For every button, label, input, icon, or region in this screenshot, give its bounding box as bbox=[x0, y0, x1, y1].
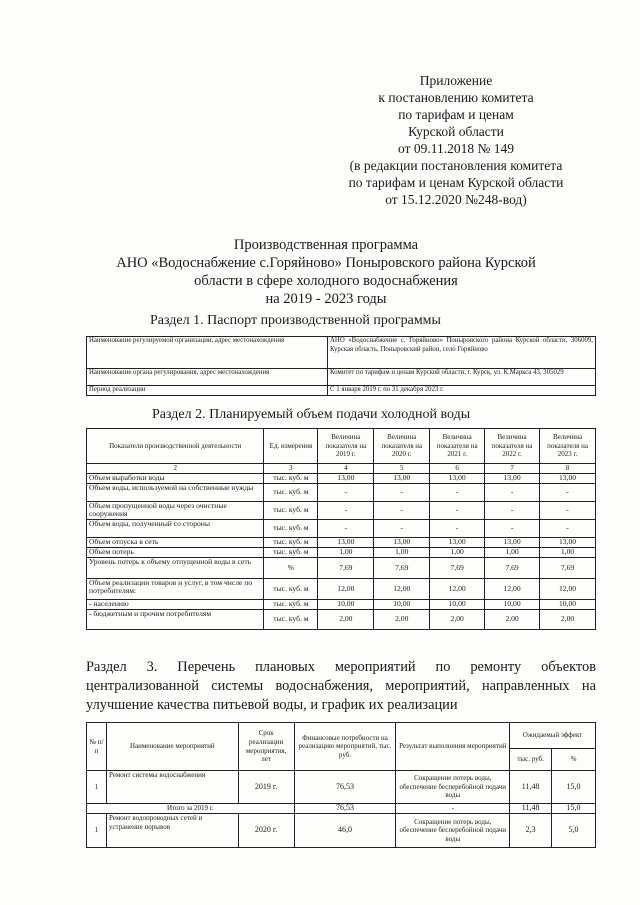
column-header-term: Срок реализации мероприятия, лет bbox=[238, 723, 294, 771]
column-header-effect: Ожидаемый эффект bbox=[510, 723, 596, 749]
appendix-line: Курской области bbox=[408, 124, 504, 139]
total-label: Итого за 2019 г. bbox=[87, 804, 295, 814]
value-cell: 1,00 bbox=[318, 548, 374, 558]
appendix-line: от 09.11.2018 № 149 bbox=[398, 141, 514, 156]
table-row bbox=[87, 558, 596, 579]
passport-value: С 1 января 2019 г. по 31 декабря 2023 г. bbox=[328, 386, 596, 396]
indicator-name: Объем выработки воды bbox=[87, 474, 264, 484]
value-cell: - bbox=[374, 502, 430, 520]
column-number: 6 bbox=[430, 464, 485, 474]
table-row bbox=[87, 484, 596, 502]
indicator-name: Объем пропущенной воды через очистные сооружения bbox=[87, 502, 264, 520]
value-cell: 13,00 bbox=[485, 474, 540, 484]
value-cell: - bbox=[485, 520, 540, 538]
program-title-line: на 2019 - 2023 годы bbox=[265, 291, 387, 307]
column-header: Величина показателя на 2021 г. bbox=[430, 429, 485, 464]
value-cell: 13,00 bbox=[485, 538, 540, 548]
indicator-unit: тыс. куб. м bbox=[264, 548, 318, 558]
column-header-finance: Финансовые потребности на реализацию мероприятий, тыс. руб. bbox=[294, 723, 396, 771]
appendix-line: от 15.12.2020 №248-вод) bbox=[385, 192, 527, 207]
value-cell: 2,00 bbox=[374, 610, 430, 630]
column-header: Показатели производственной деятельности bbox=[87, 429, 264, 464]
event-effect-rub: 11,48 bbox=[510, 771, 552, 804]
table-row bbox=[87, 579, 596, 600]
indicator-name: Объем реализации товаров и услуг, в том числе по потребителям: bbox=[87, 579, 264, 600]
value-cell: 10,00 bbox=[430, 600, 485, 610]
value-cell: 13,00 bbox=[430, 474, 485, 484]
column-number: 5 bbox=[374, 464, 430, 474]
program-title bbox=[90, 236, 562, 308]
appendix-line: Приложение bbox=[419, 73, 493, 88]
table-row bbox=[87, 502, 596, 520]
indicator-name: Объем потерь bbox=[87, 548, 264, 558]
value-cell: - bbox=[485, 502, 540, 520]
event-name: Ремонт водопроводных сетей и устранение порывов bbox=[106, 814, 238, 848]
value-cell: 13,00 bbox=[540, 474, 596, 484]
value-cell: 1,00 bbox=[374, 548, 430, 558]
event-finance: 76,53 bbox=[294, 771, 396, 804]
table-header-row bbox=[87, 429, 596, 464]
table-row bbox=[87, 474, 596, 484]
indicator-name: Уровень потерь к объему отпущенной воды в сеть bbox=[87, 558, 264, 579]
event-term: 2020 г. bbox=[238, 814, 294, 848]
value-cell: 12,00 bbox=[430, 579, 485, 600]
column-number: 3 bbox=[264, 464, 318, 474]
value-cell: - bbox=[540, 520, 596, 538]
event-result: Сокращение потерь воды, обеспечение бесперебойной подачи воды bbox=[396, 814, 510, 848]
appendix-line: по тарифам и ценам Курской области bbox=[348, 175, 564, 190]
value-cell: 10,00 bbox=[318, 600, 374, 610]
value-cell: 12,00 bbox=[318, 579, 374, 600]
table-row-total bbox=[87, 804, 596, 814]
value-cell: 7,69 bbox=[318, 558, 374, 579]
value-cell: 2,00 bbox=[430, 610, 485, 630]
indicator-unit: тыс. куб. м bbox=[264, 610, 318, 630]
event-effect-pct: 15,0 bbox=[552, 771, 596, 804]
indicator-name: Объем отпуска в сеть bbox=[87, 538, 264, 548]
value-cell: - bbox=[318, 520, 374, 538]
events-table bbox=[86, 722, 596, 848]
section3-title: Раздел 3. Перечень плановых мероприятий по ремонту объектов централизованной системы водоснабжения, мероприятий, направленных на улучшение качества питьевой воды, и график их реализации bbox=[86, 659, 596, 713]
table-row bbox=[87, 386, 596, 396]
column-header-result: Результат выполнения мероприятий bbox=[396, 723, 510, 771]
indicator-unit: тыс. куб. м bbox=[264, 484, 318, 502]
column-header: Величина показателя на 2022 г. bbox=[485, 429, 540, 464]
value-cell: 10,00 bbox=[540, 600, 596, 610]
value-cell: - bbox=[374, 520, 430, 538]
program-title-line: области в сфере холодного водоснабжения bbox=[194, 273, 458, 289]
value-cell: - bbox=[430, 520, 485, 538]
value-cell: 12,00 bbox=[374, 579, 430, 600]
value-cell: 7,69 bbox=[430, 558, 485, 579]
total-effect-rub: 11,48 bbox=[510, 804, 552, 814]
column-number: 4 bbox=[318, 464, 374, 474]
event-effect-rub: 2,3 bbox=[510, 814, 552, 848]
program-title-line: АНО «Водоснабжение с.Горяйново» Поныровского района Курской bbox=[116, 255, 536, 271]
indicator-name: Объем воды, используемой на собственные нужды bbox=[87, 484, 264, 502]
column-header: Величина показателя на 2020 г. bbox=[374, 429, 430, 464]
column-header-effect-pct: % bbox=[552, 749, 596, 771]
value-cell: 13,00 bbox=[374, 474, 430, 484]
value-cell: 13,00 bbox=[318, 474, 374, 484]
passport-label: Наименование органа регулирования, адрес местонахождения bbox=[87, 369, 328, 386]
event-num: 1 bbox=[87, 771, 107, 804]
water-volume-table bbox=[86, 428, 596, 630]
table-row bbox=[87, 771, 596, 804]
value-cell: 12,00 bbox=[540, 579, 596, 600]
appendix-header bbox=[318, 72, 594, 208]
event-name: Ремонт системы водоснабжения bbox=[106, 771, 238, 804]
column-number-row bbox=[87, 464, 596, 474]
value-cell: 7,69 bbox=[374, 558, 430, 579]
table-row bbox=[87, 600, 596, 610]
section2-title: Раздел 2. Планируемый объем подачи холодной воды bbox=[152, 407, 471, 422]
total-effect-pct: 15,0 bbox=[552, 804, 596, 814]
column-header-name: Наименование мероприятий bbox=[106, 723, 238, 771]
event-result: Сокращение потерь воды, обеспечение бесперебойной подачи воды bbox=[396, 771, 510, 804]
indicator-name: Объем воды, полученный со стороны bbox=[87, 520, 264, 538]
passport-value: АНО «Водоснабжение с. Горяйново» Поныровского района Курской области, 306009, Курская область, Поныровский район, село Горяйново bbox=[328, 337, 596, 369]
value-cell: 1,00 bbox=[430, 548, 485, 558]
passport-value: Комитет по тарифам и ценам Курской области, г. Курск, ул. К.Маркса 43, 305029 bbox=[328, 369, 596, 386]
indicator-unit: тыс. куб. м bbox=[264, 502, 318, 520]
event-effect-pct: 5,0 bbox=[552, 814, 596, 848]
column-header: Величина показателя на 2023 г. bbox=[540, 429, 596, 464]
value-cell: 13,00 bbox=[430, 538, 485, 548]
value-cell: 13,00 bbox=[374, 538, 430, 548]
appendix-line: (в редакции постановления комитета bbox=[349, 158, 563, 173]
value-cell: 1,00 bbox=[485, 548, 540, 558]
table-row bbox=[87, 548, 596, 558]
column-number: 8 bbox=[540, 464, 596, 474]
indicator-name: - бюджетным и прочим потребителям bbox=[87, 610, 264, 630]
value-cell: 13,00 bbox=[540, 538, 596, 548]
table-row bbox=[87, 814, 596, 848]
appendix-line: к постановлению комитета bbox=[378, 90, 534, 105]
value-cell: - bbox=[540, 484, 596, 502]
value-cell: 1,00 bbox=[540, 548, 596, 558]
event-term: 2019 г. bbox=[238, 771, 294, 804]
value-cell: - bbox=[430, 502, 485, 520]
indicator-unit: тыс. куб. м bbox=[264, 474, 318, 484]
column-number: 2 bbox=[87, 464, 264, 474]
value-cell: - bbox=[485, 484, 540, 502]
value-cell: 10,00 bbox=[485, 600, 540, 610]
column-number: 7 bbox=[485, 464, 540, 474]
indicator-unit: тыс. куб. м bbox=[264, 538, 318, 548]
indicator-name: - населению bbox=[87, 600, 264, 610]
column-header: Величина показателя на 2019 г. bbox=[318, 429, 374, 464]
column-header-num: № п/п bbox=[87, 723, 107, 771]
value-cell: 12,00 bbox=[485, 579, 540, 600]
value-cell: 13,00 bbox=[318, 538, 374, 548]
table-row bbox=[87, 538, 596, 548]
value-cell: 2,00 bbox=[540, 610, 596, 630]
table-row bbox=[87, 520, 596, 538]
passport-label: Период реализации bbox=[87, 386, 328, 396]
value-cell: - bbox=[430, 484, 485, 502]
value-cell: - bbox=[374, 484, 430, 502]
section1-title: Раздел 1. Паспорт производственной программы bbox=[150, 313, 441, 328]
passport-label: Наименование регулируемой организации, адрес местонахождения bbox=[87, 337, 328, 369]
program-title-line: Производственная программа bbox=[233, 237, 419, 253]
table-header-row bbox=[87, 723, 596, 749]
value-cell: 2,00 bbox=[318, 610, 374, 630]
indicator-unit: тыс. куб. м bbox=[264, 579, 318, 600]
total-finance: 76,53 bbox=[294, 804, 396, 814]
indicator-unit: тыс. куб. м bbox=[264, 520, 318, 538]
value-cell: - bbox=[540, 502, 596, 520]
total-result: - bbox=[396, 804, 510, 814]
value-cell: - bbox=[318, 484, 374, 502]
column-header-effect-rub: тыс. руб. bbox=[510, 749, 552, 771]
value-cell: 7,69 bbox=[540, 558, 596, 579]
value-cell: 2,00 bbox=[485, 610, 540, 630]
table-row bbox=[87, 610, 596, 630]
column-header: Ед. измерения bbox=[264, 429, 318, 464]
passport-table bbox=[86, 336, 596, 396]
table-row bbox=[87, 369, 596, 386]
table-row bbox=[87, 337, 596, 369]
value-cell: 10,00 bbox=[374, 600, 430, 610]
event-finance: 46,0 bbox=[294, 814, 396, 848]
value-cell: 7,69 bbox=[485, 558, 540, 579]
event-num: 1 bbox=[87, 814, 107, 848]
indicator-unit: % bbox=[264, 558, 318, 579]
indicator-unit: тыс. куб. м bbox=[264, 600, 318, 610]
appendix-line: по тарифам и ценам bbox=[398, 107, 514, 122]
value-cell: - bbox=[318, 502, 374, 520]
